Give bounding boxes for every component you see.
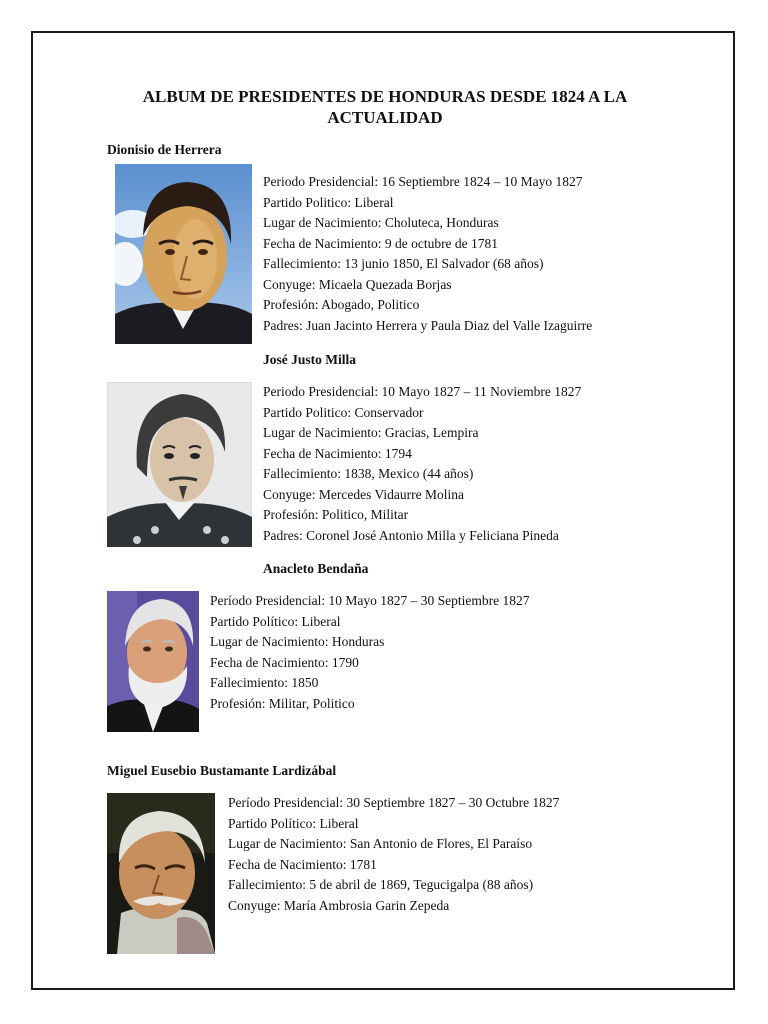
detail-line: Profesión: Abogado, Politico — [263, 297, 420, 312]
detail-line: Partido Politico: Conservador — [263, 404, 424, 420]
detail-line: Fallecimiento: 5 de abril de 1869, Tegucigalpa (88 años) — [228, 877, 534, 892]
detail-line: Lugar de Nacimiento: Gracias, Lempira — [263, 425, 479, 440]
detail-line: Periodo Presidencial: 10 Mayo 1827 – 11 Noviembre 1827 — [263, 384, 582, 399]
president-name-milla: José Justo Milla — [263, 352, 356, 367]
details-bendana — [210, 591, 529, 714]
detail-line: Conyuge: Micaela Quezada Borjas — [263, 276, 452, 292]
detail-line: Fallecimiento: 1850 — [210, 675, 319, 690]
detail-line: Padres: Juan Jacinto Herrera y Paula Diaz del Valle Izaguirre — [263, 317, 593, 333]
president-name-bendana: Anacleto Bendaña — [263, 561, 369, 576]
portrait-bendana — [107, 591, 199, 732]
detail-line: Lugar de Nacimiento: San Antonio de Flores, El Paraíso — [228, 836, 533, 851]
detail-line: Fecha de Nacimiento: 9 de octubre de 1781 — [263, 235, 499, 251]
details-bustamante — [228, 793, 559, 916]
detail-line: Fallecimiento: 1838, Mexico (44 años) — [263, 466, 474, 481]
president-name-herrera: Dionisio de Herrera — [107, 142, 222, 157]
portrait-milla — [107, 382, 252, 547]
portrait-herrera — [115, 164, 252, 344]
portrait-bustamante — [107, 793, 215, 954]
detail-line: Lugar de Nacimiento: Choluteca, Honduras — [263, 215, 499, 230]
detail-line: Fecha de Nacimiento: 1781 — [228, 856, 377, 872]
details-milla — [263, 382, 581, 546]
detail-line: Período Presidencial: 10 Mayo 1827 – 30 Septiembre 1827 — [210, 593, 530, 608]
detail-line: Fecha de Nacimiento: 1790 — [210, 654, 359, 670]
detail-line: Periodo Presidencial: 16 Septiembre 1824 – 10 Mayo 1827 — [263, 174, 583, 189]
detail-line: Lugar de Nacimiento: Honduras — [210, 634, 385, 649]
president-name-bustamante: Miguel Eusebio Bustamante Lardizábal — [107, 763, 337, 778]
details-herrera — [263, 172, 592, 336]
detail-line: Partido Político: Liberal — [210, 613, 341, 629]
detail-line: Período Presidencial: 30 Septiembre 1827 – 30 Octubre 1827 — [228, 795, 560, 810]
detail-line: Profesión: Politico, Militar — [263, 507, 409, 522]
detail-line: Partido Político: Liberal — [228, 815, 359, 831]
detail-line: Conyuge: Mercedes Vidaurre Molina — [263, 486, 465, 502]
detail-line: Conyuge: María Ambrosia Garin Zepeda — [228, 897, 450, 913]
detail-line: Partido Politico: Liberal — [263, 194, 394, 210]
detail-line: Fallecimiento: 13 junio 1850, El Salvador (68 años) — [263, 256, 544, 271]
detail-line: Padres: Coronel José Antonio Milla y Feliciana Pineda — [263, 527, 559, 543]
document-title: ALBUM DE PRESIDENTES DE HONDURAS DESDE 1824 A LA ACTUALIDAD — [142, 87, 628, 127]
detail-line: Profesión: Militar, Politico — [210, 695, 355, 711]
detail-line: Fecha de Nacimiento: 1794 — [263, 445, 412, 461]
